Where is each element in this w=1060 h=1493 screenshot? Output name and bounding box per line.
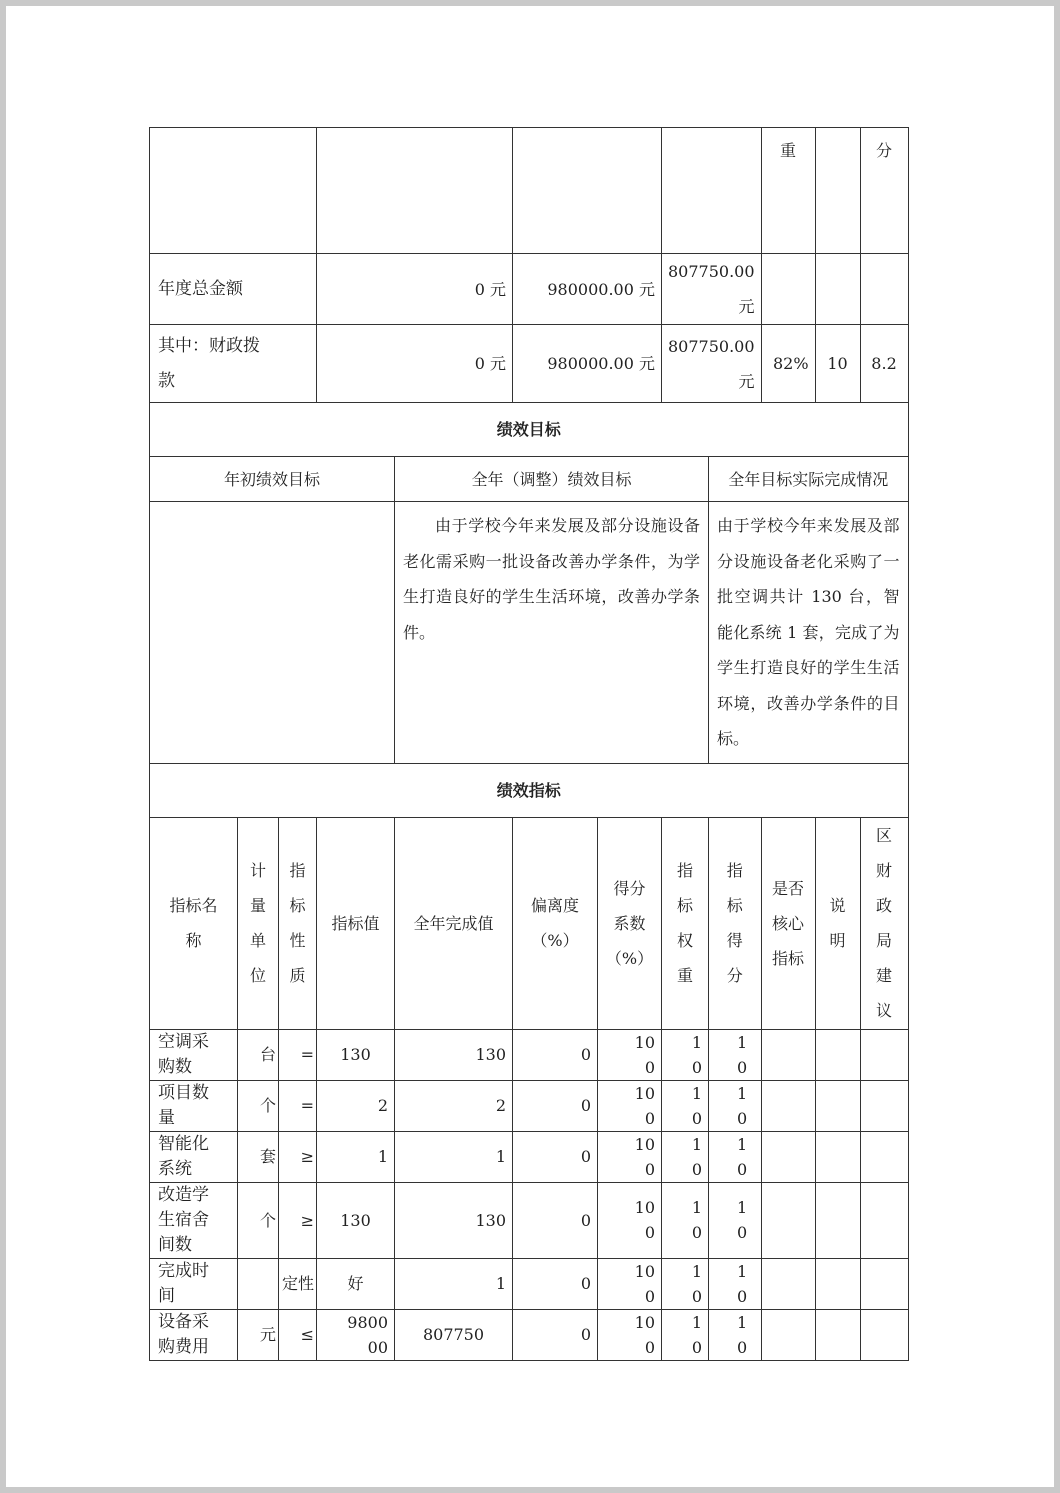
row-label: 年度总金额 [150,254,317,325]
indicator-unit: 台 [238,1029,279,1080]
indicator-name: 改造学 生宿舍 间数 [150,1182,238,1258]
indicator-nature: ≥ [279,1131,317,1182]
header-value: 指标值 [317,817,395,1029]
indicator-coef: 10 0 [598,1258,662,1309]
indicator-note [815,1131,860,1182]
indicator-value: 130 [317,1182,395,1258]
header-score: 指 标 得 分 [709,817,762,1029]
header-nature: 指 标 性 质 [279,817,317,1029]
indicator-core [761,1258,815,1309]
indicator-unit: 个 [238,1080,279,1131]
indicator-value: 130 [317,1029,395,1080]
indicator-deviation: 0 [513,1182,598,1258]
indicator-nature: = [279,1029,317,1080]
indicator-weight: 1 0 [662,1029,709,1080]
indicator-score: 1 0 [709,1029,762,1080]
indicator-score: 1 0 [709,1182,762,1258]
table-row [150,1131,909,1182]
table-row [150,1182,909,1258]
indicator-advice [860,1131,908,1182]
indicator-note [815,1029,860,1080]
indicator-nature: ≤ [279,1309,317,1360]
indicator-core [761,1131,815,1182]
actual-amount: 807750.00 元 [662,325,762,403]
indicator-deviation: 0 [513,1080,598,1131]
indicator-note [815,1258,860,1309]
indicator-coef: 10 0 [598,1309,662,1360]
indicator-name: 智能化 系统 [150,1131,238,1182]
indicator-completed: 807750 [395,1309,513,1360]
indicator-value: 2 [317,1080,395,1131]
section-title: 绩效指标 [150,763,909,817]
indicator-value: 好 [317,1258,395,1309]
indicator-unit [238,1258,279,1309]
budget-row-total [150,254,909,325]
indicator-core [761,1182,815,1258]
indicator-note [815,1080,860,1131]
adjusted-goal-header: 全年（调整）绩效目标 [395,457,709,502]
table-row [150,1029,909,1080]
header-weight: 指 标 权 重 [662,817,709,1029]
section-title: 绩效目标 [150,403,909,457]
score-header: 分 [860,128,908,254]
indicators-title-row [150,763,909,817]
indicator-coef: 10 0 [598,1131,662,1182]
initial-goal-header: 年初绩效目标 [150,457,395,502]
row-label: 其中：财政拨 款 [150,325,317,403]
indicator-nature: = [279,1080,317,1131]
indicator-unit: 个 [238,1182,279,1258]
indicator-advice [860,1029,908,1080]
indicator-core [761,1080,815,1131]
indicator-deviation: 0 [513,1029,598,1080]
indicator-advice [860,1309,908,1360]
indicator-deviation: 0 [513,1131,598,1182]
indicator-completed: 130 [395,1182,513,1258]
indicator-weight: 1 0 [662,1309,709,1360]
indicator-advice [860,1182,908,1258]
goals-header-row [150,457,909,502]
header-advice: 区 财 政 局 建 议 [860,817,908,1029]
indicator-name: 空调采 购数 [150,1029,238,1080]
indicator-nature: 定性 [279,1258,317,1309]
weight-header: 重 [761,128,815,254]
table-row [150,1309,909,1360]
indicator-weight: 1 0 [662,1080,709,1131]
blank-cell [815,128,860,254]
indicator-deviation: 0 [513,1309,598,1360]
actual-goal-text: 由于学校今年来发展及部分设施设备老化采购了一批空调共计 130 台，智能化系统 1 套，完成了为学生打造良好的学生生活环境，改善办学条件的目标。 [709,502,909,764]
indicator-value: 1 [317,1131,395,1182]
execution-rate [761,254,815,325]
weight: 10 [815,325,860,403]
indicators-header-row [150,817,909,1029]
table-row [150,1258,909,1309]
goals-title-row [150,403,909,457]
indicator-coef: 10 0 [598,1080,662,1131]
indicator-weight: 1 0 [662,1182,709,1258]
indicator-name: 项目数 量 [150,1080,238,1131]
indicator-score: 1 0 [709,1309,762,1360]
blank-cell [317,128,513,254]
indicator-advice [860,1080,908,1131]
weight [815,254,860,325]
adjusted-goal-text: 由于学校今年来发展及部分设施设备老化需采购一批设备改善办学条件，为学生打造良好的学生生活环境，改善办学条件。 [395,502,709,764]
header-deviation: 偏离度 （%） [513,817,598,1029]
performance-table [149,127,909,1361]
indicator-coef: 10 0 [598,1182,662,1258]
indicator-weight: 1 0 [662,1131,709,1182]
indicator-name: 设备采 购费用 [150,1309,238,1360]
header-note: 说 明 [815,817,860,1029]
header-unit: 计 量 单 位 [238,817,279,1029]
goals-content-row [150,502,909,764]
indicator-core [761,1309,815,1360]
indicator-core [761,1029,815,1080]
score: 8.2 [860,325,908,403]
indicator-score: 1 0 [709,1258,762,1309]
indicator-weight: 1 0 [662,1258,709,1309]
budget-row-fiscal [150,325,909,403]
actual-amount: 807750.00 元 [662,254,762,325]
indicator-advice [860,1258,908,1309]
table-row [150,1080,909,1131]
indicator-completed: 130 [395,1029,513,1080]
indicator-nature: ≥ [279,1182,317,1258]
execution-rate: 82% [761,325,815,403]
indicator-note [815,1182,860,1258]
indicator-score: 1 0 [709,1131,762,1182]
header-core: 是否 核心 指标 [761,817,815,1029]
score [860,254,908,325]
indicator-score: 1 0 [709,1080,762,1131]
indicator-value: 9800 00 [317,1309,395,1360]
header-completed: 全年完成值 [395,817,513,1029]
actual-goal-header: 全年目标实际完成情况 [709,457,909,502]
indicator-completed: 1 [395,1131,513,1182]
header-name: 指标名 称 [150,817,238,1029]
indicator-completed: 1 [395,1258,513,1309]
indicator-deviation: 0 [513,1258,598,1309]
adjusted-budget: 980000.00 元 [513,325,662,403]
header-coef: 得分 系数 （%） [598,817,662,1029]
blank-cell [513,128,662,254]
initial-budget: 0 元 [317,325,513,403]
initial-budget: 0 元 [317,254,513,325]
blank-cell [150,128,317,254]
budget-header-row [150,128,909,254]
indicator-coef: 10 0 [598,1029,662,1080]
blank-cell [662,128,762,254]
adjusted-budget: 980000.00 元 [513,254,662,325]
indicator-note [815,1309,860,1360]
indicator-unit: 套 [238,1131,279,1182]
indicator-name: 完成时 间 [150,1258,238,1309]
indicator-unit: 元 [238,1309,279,1360]
initial-goal-text [150,502,395,764]
indicator-completed: 2 [395,1080,513,1131]
